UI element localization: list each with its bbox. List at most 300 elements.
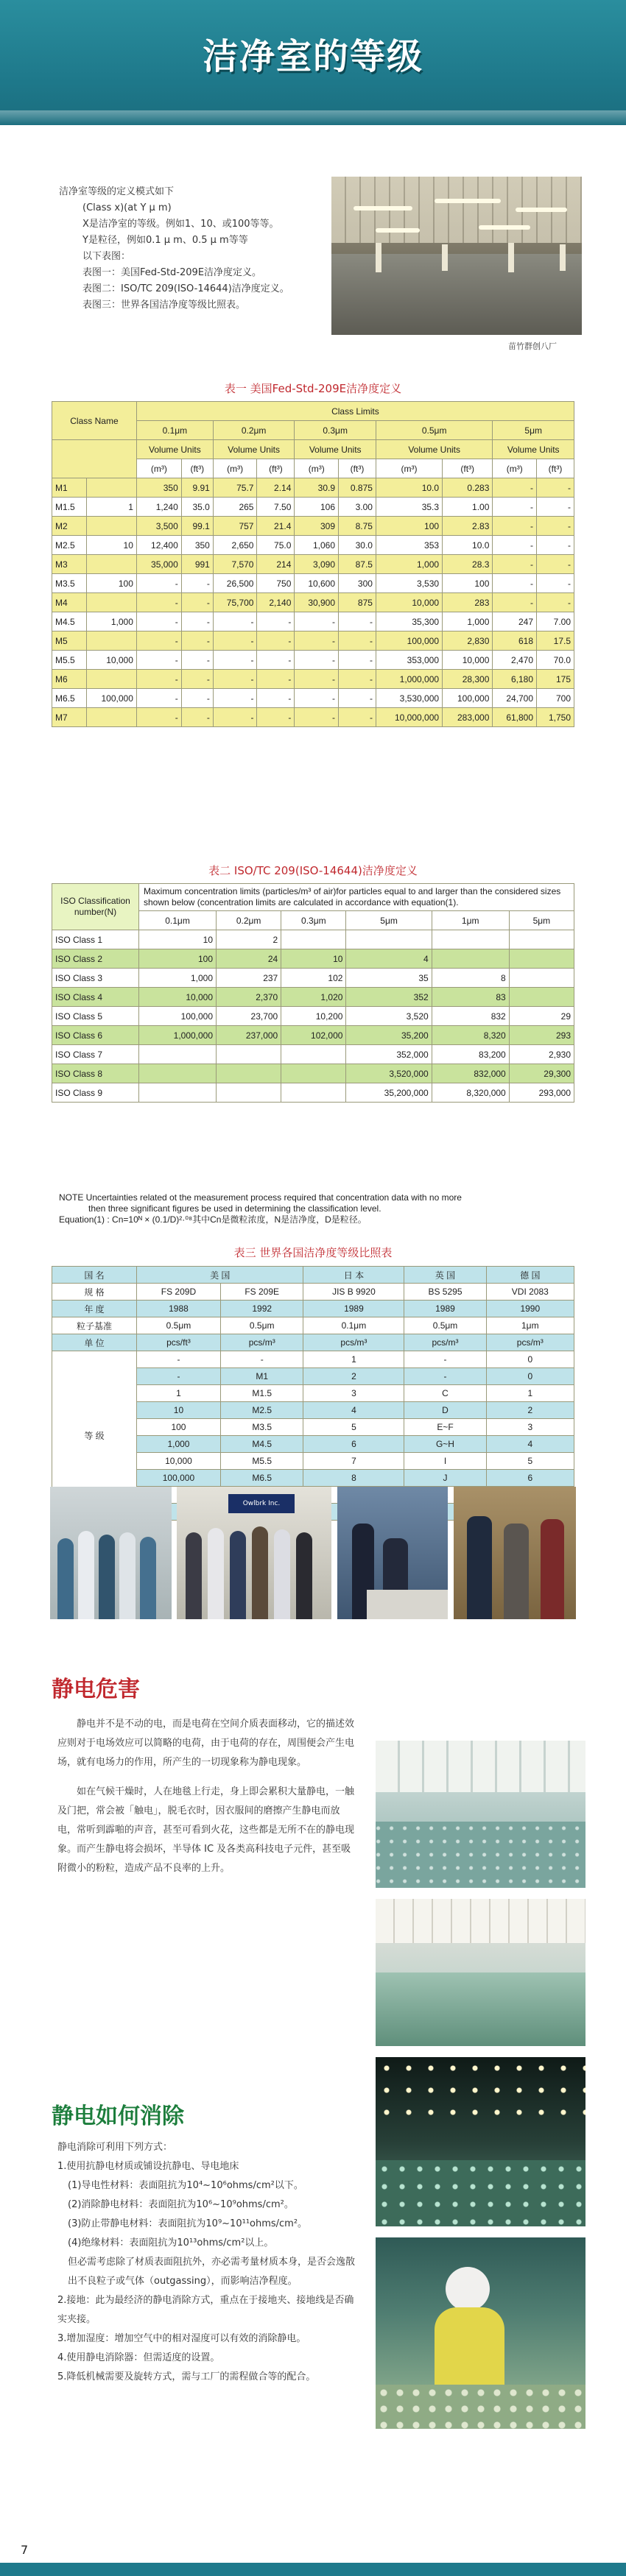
banner-shine — [0, 110, 626, 125]
text-line: 4.使用静电消除器：但需适度的设置。 — [57, 2352, 220, 2363]
table-row — [52, 631, 574, 651]
limit-value: 757 — [213, 517, 257, 536]
concentration-value — [281, 1064, 346, 1083]
limit-value: 26,500 — [213, 574, 257, 593]
table-row — [52, 1064, 574, 1083]
limit-value: - — [213, 631, 257, 651]
grade-value: 5 — [486, 1453, 574, 1470]
limit-value: 2,650 — [213, 536, 257, 555]
unit-ft3: (ft³) — [181, 459, 213, 478]
specs-value: JIS B 9920 — [303, 1284, 404, 1301]
concentration-value — [346, 930, 432, 949]
limit-value: - — [213, 651, 257, 670]
concentration-value — [509, 949, 574, 969]
concentration-value: 832,000 — [432, 1064, 509, 1083]
limit-value: - — [339, 670, 376, 689]
limit-value: - — [537, 498, 574, 517]
limit-value: 283 — [443, 593, 493, 612]
concentration-value: 102,000 — [281, 1026, 346, 1045]
limit-value: - — [136, 651, 181, 670]
limit-value: - — [295, 612, 339, 631]
limit-value: - — [537, 478, 574, 498]
table-row — [52, 708, 574, 727]
limit-value: 75.7 — [213, 478, 257, 498]
company-sign: Owlbrk Inc. — [228, 1494, 295, 1513]
limit-value: - — [181, 670, 213, 689]
si-class: M6 — [52, 670, 87, 689]
table-row — [52, 536, 574, 555]
unit-ft3: (ft³) — [339, 459, 376, 478]
page-title: 洁净室的等级 — [202, 36, 423, 77]
limit-value: 1,000,000 — [376, 670, 442, 689]
limit-value: 1,750 — [537, 708, 574, 727]
particles-value: 1μm — [486, 1317, 574, 1334]
limit-value: - — [257, 612, 295, 631]
us-class: 1 — [86, 498, 136, 517]
si-class: M1.5 — [52, 498, 87, 517]
limit-value: 300 — [339, 574, 376, 593]
limit-value: 3,500 — [136, 517, 181, 536]
concentration-value — [509, 930, 574, 949]
limit-value: 10,000,000 — [376, 708, 442, 727]
concentration-value — [281, 930, 346, 949]
limit-value: - — [136, 612, 181, 631]
years-value: 1989 — [404, 1301, 486, 1317]
table-row — [52, 517, 574, 536]
country-jp: 日 本 — [303, 1267, 404, 1284]
iso-class: ISO Class 2 — [52, 949, 139, 969]
unit-m3: (m³) — [493, 459, 537, 478]
limit-value: - — [339, 631, 376, 651]
volume-units-header: Volume Units — [376, 440, 492, 459]
iso-class: ISO Class 4 — [52, 988, 139, 1007]
grade-value: 5 — [303, 1419, 404, 1436]
grade-value: 8 — [303, 1470, 404, 1487]
text-line: (4)绝缘材料：表面阻抗为10¹³ohms/cm²以上。 — [68, 2237, 274, 2248]
table-row — [52, 1007, 574, 1026]
note-line: then three significant figures be used in determining the classification level. — [88, 1203, 381, 1214]
table-row — [52, 670, 574, 689]
concentration-value: 10,000 — [139, 988, 217, 1007]
grade-value: 1 — [303, 1351, 404, 1368]
iso-class: ISO Class 7 — [52, 1045, 139, 1064]
units-value: pcs/ft³ — [137, 1334, 221, 1351]
limit-value: 1.00 — [443, 498, 493, 517]
iso-class: ISO Class 6 — [52, 1026, 139, 1045]
si-class: M5.5 — [52, 651, 87, 670]
table-row — [52, 651, 574, 670]
limit-value: - — [339, 689, 376, 708]
us-class — [86, 517, 136, 536]
concentration-value: 352,000 — [346, 1045, 432, 1064]
limit-value: 17.5 — [537, 631, 574, 651]
concentration-value — [217, 1083, 281, 1103]
limit-value: 75,700 — [213, 593, 257, 612]
concentration-value: 1,000 — [139, 969, 217, 988]
limit-value: - — [339, 612, 376, 631]
footer-bar — [0, 2563, 626, 2576]
limit-value: 1,000 — [376, 555, 442, 574]
units-value: pcs/m³ — [404, 1334, 486, 1351]
limit-value: 10.0 — [443, 536, 493, 555]
limit-value: 30,900 — [295, 593, 339, 612]
eliminate-static-heading: 静电如何消除 — [52, 2103, 184, 2129]
row-label: 等 级 — [52, 1351, 137, 1521]
us-class — [86, 631, 136, 651]
concentration-value: 8,320,000 — [432, 1083, 509, 1103]
unit-ft3: (ft³) — [257, 459, 295, 478]
limit-value: - — [537, 555, 574, 574]
limit-value: 10,000 — [443, 651, 493, 670]
grade-row — [52, 1351, 574, 1368]
limit-value: 30.9 — [295, 478, 339, 498]
us-class — [86, 670, 136, 689]
concentration-value: 2 — [217, 930, 281, 949]
unit-m3: (m³) — [136, 459, 181, 478]
limit-value: 283,000 — [443, 708, 493, 727]
limit-value: 247 — [493, 612, 537, 631]
limit-value: - — [537, 536, 574, 555]
concentration-value: 1,020 — [281, 988, 346, 1007]
limit-value: 175 — [537, 670, 574, 689]
limit-value: - — [339, 708, 376, 727]
units-value: pcs/m³ — [220, 1334, 303, 1351]
limit-value: - — [295, 708, 339, 727]
volume-units-header: Volume Units — [213, 440, 295, 459]
limit-value: 75.0 — [257, 536, 295, 555]
office-group-photo — [177, 1487, 331, 1619]
intro-line: X是洁净室的等级。例如1、10、或100等等。 — [82, 219, 279, 230]
cleanroom-floor-photo-2 — [376, 1899, 585, 2046]
limit-value: 0.283 — [443, 478, 493, 498]
limit-value: - — [493, 536, 537, 555]
limit-value: 3,530 — [376, 574, 442, 593]
limit-value: 350 — [136, 478, 181, 498]
limit-value: - — [295, 631, 339, 651]
limit-value: 350 — [181, 536, 213, 555]
grade-value: C — [404, 1385, 486, 1402]
row-label: 粒子基准 — [52, 1317, 137, 1334]
limit-value: 1,060 — [295, 536, 339, 555]
limit-value: - — [339, 651, 376, 670]
size-header: 0.2μm — [217, 911, 281, 930]
grade-value: - — [404, 1351, 486, 1368]
limit-value: 6,180 — [493, 670, 537, 689]
country-us: 美 国 — [137, 1267, 303, 1284]
iso-class: ISO Class 8 — [52, 1064, 139, 1083]
concentration-value — [139, 1064, 217, 1083]
limit-value: - — [537, 517, 574, 536]
grade-value: - — [137, 1368, 221, 1385]
grade-value: D — [404, 1402, 486, 1419]
si-class: M1 — [52, 478, 87, 498]
si-class: M2 — [52, 517, 87, 536]
unit-m3: (m³) — [376, 459, 442, 478]
grade-value: 100,000 — [137, 1470, 221, 1487]
static-hazard-text — [57, 1715, 356, 1878]
concentration-value: 29,300 — [509, 1064, 574, 1083]
limit-value: 10,000 — [376, 593, 442, 612]
concentration-value: 832 — [432, 1007, 509, 1026]
limit-value: 61,800 — [493, 708, 537, 727]
grade-value: 6 — [486, 1470, 574, 1487]
limit-value: 1,240 — [136, 498, 181, 517]
text-line: (1)导电性材料：表面阻抗为10⁴~10⁶ohms/cm²以下。 — [68, 2180, 303, 2191]
limit-value: 35.3 — [376, 498, 442, 517]
grade-value: 10,000 — [137, 1453, 221, 1470]
limit-value: 3,530,000 — [376, 689, 442, 708]
concentration-value — [281, 1083, 346, 1103]
iso-class-header: ISO Classification number(N) — [52, 884, 139, 930]
limit-value: 100 — [443, 574, 493, 593]
us-class: 10 — [86, 536, 136, 555]
limit-value: 10,600 — [295, 574, 339, 593]
size-header: 0.3μm — [281, 911, 346, 930]
concentration-value: 2,930 — [509, 1045, 574, 1064]
row-label: 规 格 — [52, 1284, 137, 1301]
limit-value: - — [295, 651, 339, 670]
concentration-value: 35,200,000 — [346, 1083, 432, 1103]
grade-value: 4 — [486, 1436, 574, 1453]
size-header: 1μm — [432, 911, 509, 930]
grade-value: 6 — [303, 1436, 404, 1453]
limit-value: 750 — [257, 574, 295, 593]
limit-value: 3,090 — [295, 555, 339, 574]
concentration-value — [139, 1083, 217, 1103]
row-label: 单 位 — [52, 1334, 137, 1351]
limit-value: 100,000 — [443, 689, 493, 708]
iso-class: ISO Class 9 — [52, 1083, 139, 1103]
concentration-value: 23,700 — [217, 1007, 281, 1026]
concentration-value: 10,200 — [281, 1007, 346, 1026]
grade-value: 2 — [486, 1402, 574, 1419]
limit-value: 353,000 — [376, 651, 442, 670]
table-row — [52, 478, 574, 498]
limit-value: 618 — [493, 631, 537, 651]
volume-units-header: Volume Units — [295, 440, 376, 459]
limit-value: 2.83 — [443, 517, 493, 536]
si-class: M5 — [52, 631, 87, 651]
limit-value: - — [136, 574, 181, 593]
si-class: M4 — [52, 593, 87, 612]
unit-m3: (m³) — [213, 459, 257, 478]
table3-title: 表三 世界各国洁净度等级比照表 — [233, 1246, 393, 1259]
text-line: (3)防止带静电材料：表面阻抗为10⁹~10¹¹ohms/cm²。 — [68, 2218, 308, 2229]
years-value: 1992 — [220, 1301, 303, 1317]
concentration-value: 352 — [346, 988, 432, 1007]
limit-value: 265 — [213, 498, 257, 517]
us-class — [86, 708, 136, 727]
limit-value: - — [136, 631, 181, 651]
iso-class: ISO Class 3 — [52, 969, 139, 988]
years-value: 1989 — [303, 1301, 404, 1317]
limit-value: 35.0 — [181, 498, 213, 517]
limit-value: - — [257, 631, 295, 651]
grade-value: 0 — [486, 1351, 574, 1368]
grade-value: G~H — [404, 1436, 486, 1453]
limit-value: - — [213, 708, 257, 727]
limit-value: - — [257, 670, 295, 689]
limit-value: - — [295, 689, 339, 708]
intro-line: 以下表图： — [82, 251, 131, 262]
table-row — [52, 1045, 574, 1064]
concentration-value: 83,200 — [432, 1045, 509, 1064]
concentration-value: 35 — [346, 969, 432, 988]
row-label: 国 名 — [52, 1267, 137, 1284]
limit-value: 99.1 — [181, 517, 213, 536]
grade-value: 4 — [303, 1402, 404, 1419]
grade-value: - — [404, 1368, 486, 1385]
particles-value: 0.5μm — [404, 1317, 486, 1334]
grade-value: J — [404, 1470, 486, 1487]
limit-value: 214 — [257, 555, 295, 574]
size-header: 5μm — [509, 911, 574, 930]
concentration-value: 100 — [139, 949, 217, 969]
table-row — [52, 593, 574, 612]
si-class: M7 — [52, 708, 87, 727]
limit-value: - — [213, 670, 257, 689]
si-class: M4.5 — [52, 612, 87, 631]
intro-line: 洁净室等级的定义模式如下 — [59, 186, 175, 197]
limit-value: 10.0 — [376, 478, 442, 498]
fed-std-209e-table — [52, 401, 574, 727]
grade-value: M5.5 — [220, 1453, 303, 1470]
limit-value: - — [493, 517, 537, 536]
grade-value: 7 — [303, 1453, 404, 1470]
concentration-description: Maximum concentration limits (particles/m³ of air)for particles equal to and larger than the considered sizes shown below (concentration limits are calculated in accordance with equation(1). — [139, 884, 574, 911]
limit-value: 100 — [376, 517, 442, 536]
limit-value: 28.3 — [443, 555, 493, 574]
iso-14644-table — [52, 883, 574, 1103]
text-line: 但必需考虑除了材质表面阻抗外，亦必需考量材质本身，是否会逸散出不良粒子或气体（outgassing），而影响洁净程度。 — [68, 2257, 356, 2287]
class-name-header: Class Name — [52, 402, 137, 440]
limit-value: 24,700 — [493, 689, 537, 708]
grade-value: 0 — [486, 1368, 574, 1385]
particles-value: 0.5μm — [220, 1317, 303, 1334]
grade-value: 2 — [303, 1368, 404, 1385]
limit-value: - — [257, 651, 295, 670]
table-row — [52, 612, 574, 631]
limit-value: 2,140 — [257, 593, 295, 612]
limit-value: 30.0 — [339, 536, 376, 555]
grade-value: I — [404, 1453, 486, 1470]
limit-value: - — [493, 555, 537, 574]
size-header: 0.1μm — [136, 421, 213, 440]
concentration-value: 3,520,000 — [346, 1064, 432, 1083]
years-value: 1990 — [486, 1301, 574, 1317]
iso-class: ISO Class 5 — [52, 1007, 139, 1026]
limit-value: 9.91 — [181, 478, 213, 498]
limit-value: - — [136, 593, 181, 612]
limit-value: 875 — [339, 593, 376, 612]
limit-value: 353 — [376, 536, 442, 555]
limit-value: - — [493, 593, 537, 612]
country-uk: 英 国 — [404, 1267, 486, 1284]
si-class: M2.5 — [52, 536, 87, 555]
photo-caption: 苗竹群创八厂 — [508, 342, 557, 351]
row-label: 年 度 — [52, 1301, 137, 1317]
unit-ft3: (ft³) — [443, 459, 493, 478]
unit-m3: (m³) — [295, 459, 339, 478]
grade-value: M1 — [220, 1368, 303, 1385]
grade-value: M2.5 — [220, 1402, 303, 1419]
eliminate-static-text — [57, 2138, 356, 2387]
limit-value: - — [181, 612, 213, 631]
concentration-value — [509, 969, 574, 988]
concentration-value: 102 — [281, 969, 346, 988]
standards-comparison-table — [52, 1266, 574, 1521]
text-line: 2.接地：此为最经济的静电消除方式，重点在于接地夹、接地线是否确实夹接。 — [57, 2295, 354, 2325]
size-header: 5μm — [493, 421, 574, 440]
page-number: 7 — [21, 2543, 29, 2557]
us-class: 100,000 — [86, 689, 136, 708]
concentration-value: 100,000 — [139, 1007, 217, 1026]
limit-value: 0.875 — [339, 478, 376, 498]
executives-photo — [454, 1487, 576, 1619]
specs-value: FS 209D — [137, 1284, 221, 1301]
table-row — [52, 498, 574, 517]
limit-value: - — [257, 689, 295, 708]
table-row — [52, 555, 574, 574]
unit-ft3: (ft³) — [537, 459, 574, 478]
years-value: 1988 — [137, 1301, 221, 1317]
limit-value: 2,830 — [443, 631, 493, 651]
intro-line: 表图三：世界各国洁净度等级比照表。 — [82, 300, 246, 311]
volume-units-header: Volume Units — [136, 440, 213, 459]
limit-value: 2,470 — [493, 651, 537, 670]
concentration-value: 8,320 — [432, 1026, 509, 1045]
intro-line: (Class x)(at Y μ m) — [82, 202, 172, 213]
table-row — [52, 988, 574, 1007]
intro-text — [59, 184, 309, 314]
limit-value: - — [136, 689, 181, 708]
units-value: pcs/m³ — [303, 1334, 404, 1351]
size-header: 0.1μm — [139, 911, 217, 930]
grade-value: 1 — [137, 1385, 221, 1402]
concentration-value: 8 — [432, 969, 509, 988]
grade-value: E~F — [404, 1419, 486, 1436]
si-class: M3.5 — [52, 574, 87, 593]
grade-value: 3 — [486, 1419, 574, 1436]
limit-value: - — [181, 651, 213, 670]
text-line: 1.使用抗静电材质或铺设抗静电、导电地床 — [57, 2161, 239, 2172]
si-class: M6.5 — [52, 689, 87, 708]
iso-class: ISO Class 1 — [52, 930, 139, 949]
cleanroom-floor-photo-1 — [376, 1741, 585, 1888]
table-row — [52, 689, 574, 708]
limit-value: 991 — [181, 555, 213, 574]
concentration-value: 293 — [509, 1026, 574, 1045]
grade-value: 10 — [137, 1402, 221, 1419]
particles-value: 0.5μm — [137, 1317, 221, 1334]
cleanroom-photo — [331, 177, 582, 335]
specs-value: BS 5295 — [404, 1284, 486, 1301]
dark-cleanroom-photo — [376, 2057, 585, 2226]
us-class: 1,000 — [86, 612, 136, 631]
limit-value: - — [213, 689, 257, 708]
limit-value: 35,300 — [376, 612, 442, 631]
class-limits-header: Class Limits — [136, 402, 574, 421]
volume-units-header: Volume Units — [493, 440, 574, 459]
limit-value: 35,000 — [136, 555, 181, 574]
si-class: M3 — [52, 555, 87, 574]
limit-value: 7,570 — [213, 555, 257, 574]
team-photo — [50, 1487, 172, 1619]
concentration-value — [432, 949, 509, 969]
us-class — [86, 555, 136, 574]
concentration-value — [217, 1064, 281, 1083]
concentration-value: 4 — [346, 949, 432, 969]
